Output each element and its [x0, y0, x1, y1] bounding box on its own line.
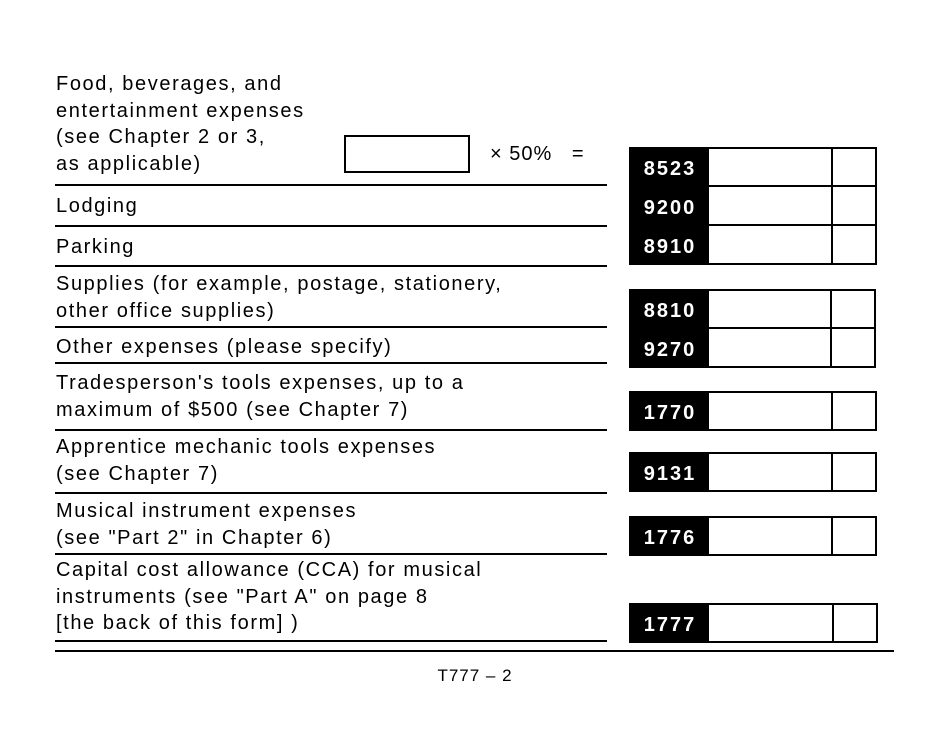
multiplier-text: × 50% = [490, 143, 585, 165]
line-8810-row [629, 289, 876, 329]
label-apprentice-mechanic: Apprentice mechanic tools expenses (see Chapter 7) [56, 436, 437, 485]
line-code: 1776 [631, 518, 709, 554]
line-code: 8523 [631, 149, 709, 185]
row-divider [55, 492, 607, 494]
line-code: 9200 [631, 187, 709, 224]
line-8523-row [629, 147, 877, 187]
line-8810-cents-field[interactable] [832, 291, 874, 327]
line-1777-amount-field[interactable] [709, 605, 834, 641]
line-1770-cents-field[interactable] [833, 393, 875, 429]
line-9200-amount-field[interactable] [709, 187, 833, 224]
label-musical-instrument: Musical instrument expenses (see "Part 2" in Chapter 6) [56, 500, 358, 549]
line-1776-amount-field[interactable] [709, 518, 833, 554]
line-9200-row [629, 185, 877, 226]
line-9270-cents-field[interactable] [832, 329, 874, 366]
line-8810-amount-field[interactable] [709, 291, 832, 327]
row-divider [55, 184, 607, 186]
line-code: 8810 [631, 291, 709, 327]
line-code: 9131 [631, 454, 709, 490]
label-other-expenses: Other expenses (please specify) [56, 336, 393, 358]
row-divider [55, 225, 607, 227]
line-1776-cents-field[interactable] [833, 518, 875, 554]
line-1770-row [629, 391, 877, 431]
line-9131-amount-field[interactable] [709, 454, 833, 490]
row-divider [55, 640, 607, 642]
line-9270-row [629, 327, 876, 368]
row-divider [55, 553, 607, 555]
label-cca-musical: Capital cost allowance (CCA) for musical instruments (see "Part A" on page 8 [the back of this form] ) [56, 559, 483, 634]
line-1776-row [629, 516, 877, 556]
line-8910-row [629, 224, 877, 265]
line-1777-cents-field[interactable] [834, 605, 876, 641]
label-supplies: Supplies (for example, postage, stationery, other office supplies) [56, 273, 503, 322]
label-tradesperson-tools: Tradesperson's tools expenses, up to a maximum of $500 (see Chapter 7) [56, 372, 465, 421]
footer-rule [55, 650, 894, 652]
page-number: T777 – 2 [437, 666, 513, 685]
line-8523-cents-field[interactable] [833, 149, 875, 185]
line-8523-amount-field[interactable] [709, 149, 833, 185]
line-8910-amount-field[interactable] [709, 226, 833, 263]
row-divider [55, 362, 607, 364]
line-1770-amount-field[interactable] [709, 393, 833, 429]
line-9131-row [629, 452, 877, 492]
row-divider [55, 326, 607, 328]
row-divider [55, 265, 607, 267]
line-code: 8910 [631, 226, 709, 263]
line-9131-cents-field[interactable] [833, 454, 875, 490]
line-9270-amount-field[interactable] [709, 329, 832, 366]
line-code: 1777 [631, 605, 709, 641]
line-8910-cents-field[interactable] [833, 226, 875, 263]
line-1777-row [629, 603, 878, 643]
label-parking: Parking [56, 236, 136, 258]
line-9200-cents-field[interactable] [833, 187, 875, 224]
line-code: 1770 [631, 393, 709, 429]
label-food-beverages: Food, beverages, and entertainment expenses (see Chapter 2 or 3, as applicable) [56, 73, 305, 175]
food-expenses-input[interactable] [344, 135, 470, 173]
line-code: 9270 [631, 329, 709, 366]
label-lodging: Lodging [56, 195, 139, 217]
row-divider [55, 429, 607, 431]
